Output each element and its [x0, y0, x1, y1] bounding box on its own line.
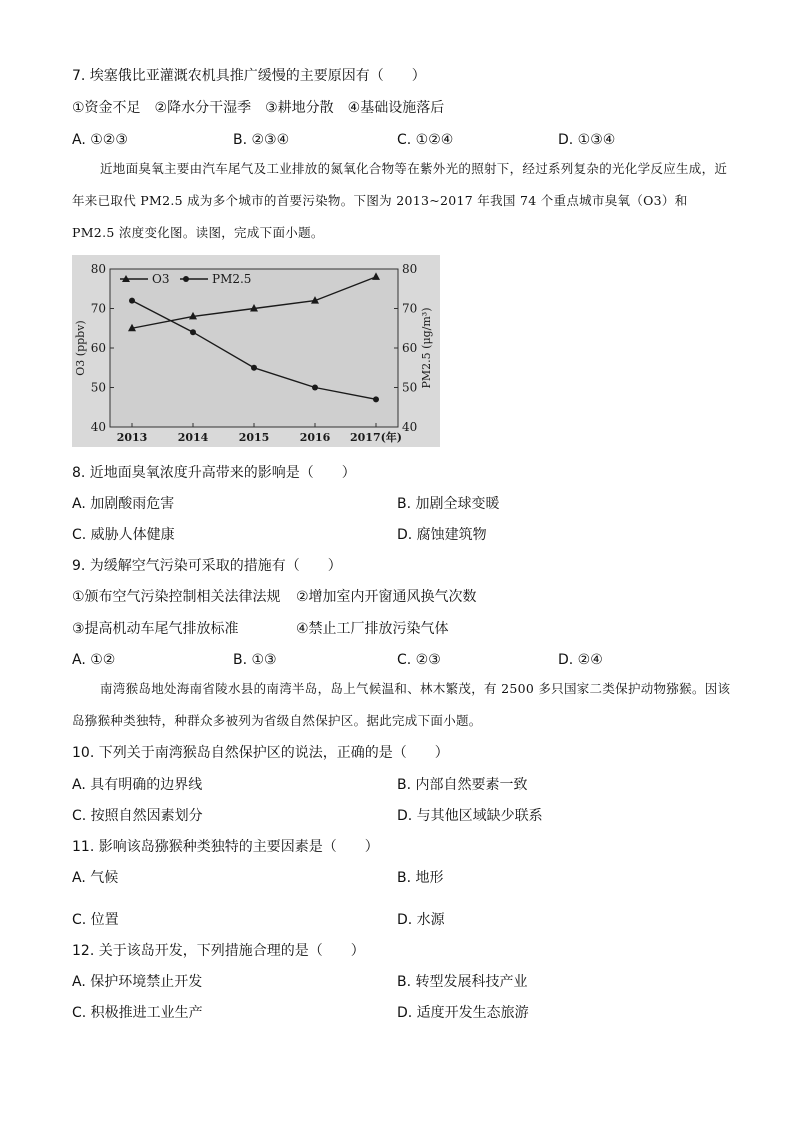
legend-pm25-marker — [183, 276, 189, 282]
question-10-option-b[interactable]: B. 内部自然要素一致 — [397, 777, 528, 793]
question-9-measure-2: ②增加室内开窗通风换气次数 — [296, 589, 477, 605]
question-9-option-c[interactable]: C. ②③ — [397, 652, 441, 668]
question-8-option-a[interactable]: A. 加剧酸雨危害 — [72, 496, 175, 512]
question-7-option-d[interactable]: D. ①③④ — [558, 132, 616, 148]
right-tick-label: 80 — [402, 262, 418, 276]
right-tick-label: 60 — [402, 341, 418, 355]
passage-monkey-island-text: 南湾猴岛地处海南省陵水县的南湾半岛，岛上气候温和、林木繁茂，有 2500 多只国家二类保护动物猕猴。因该岛猕猴种类独特，种群众多被列为省级自然保护区。据此完成下面小题。 — [72, 681, 731, 728]
left-tick-label: 60 — [90, 341, 106, 355]
x-tick-label: 2013 — [116, 431, 148, 444]
question-8-option-b[interactable]: B. 加剧全球变暖 — [397, 496, 500, 512]
legend-o3-label: O3 — [152, 272, 170, 286]
data-point-pm25 — [129, 298, 135, 304]
question-7-option-b[interactable]: B. ②③④ — [233, 132, 290, 148]
question-9-stem: 9. 为缓解空气污染可采取的措施有（ ） — [72, 558, 342, 574]
right-tick-label: 50 — [402, 380, 418, 395]
right-tick-label: 40 — [402, 420, 418, 434]
question-11-option-c[interactable]: C. 位置 — [72, 912, 119, 928]
question-8-option-d[interactable]: D. 腐蚀建筑物 — [397, 527, 487, 543]
question-7-option-c[interactable]: C. ①②④ — [397, 132, 454, 148]
left-tick-label: 50 — [90, 380, 106, 395]
left-tick-label: 80 — [90, 262, 106, 276]
right-tick-label: 70 — [402, 301, 418, 316]
x-tick-label: 2017(年) — [349, 431, 403, 444]
question-12-option-a[interactable]: A. 保护环境禁止开发 — [72, 974, 203, 990]
left-tick-label: 40 — [90, 420, 106, 434]
legend-pm25-label: PM2.5 — [212, 272, 252, 286]
data-point-pm25 — [373, 396, 379, 402]
left-tick-label: 70 — [90, 301, 106, 316]
question-11-option-d[interactable]: D. 水源 — [397, 912, 445, 928]
question-7-stem: 7. 埃塞俄比亚灌溉农机具推广缓慢的主要原因有（ ） — [72, 68, 426, 84]
question-11-option-b[interactable]: B. 地形 — [397, 870, 444, 886]
question-12-option-c[interactable]: C. 积极推进工业生产 — [72, 1005, 203, 1021]
plot-area — [110, 269, 398, 427]
question-9-option-b[interactable]: B. ①③ — [233, 652, 277, 668]
passage-ozone — [72, 153, 732, 249]
question-10-option-a[interactable]: A. 具有明确的边界线 — [72, 777, 203, 793]
question-12-stem: 12. 关于该岛开发，下列措施合理的是（ ） — [72, 943, 365, 959]
question-9-measure-4: ④禁止工厂排放污染气体 — [296, 621, 449, 637]
x-tick-label: 2016 — [299, 431, 331, 444]
question-9-measure-3: ③提高机动车尾气排放标准 — [72, 621, 239, 637]
left-axis-label: O3 (ppbv) — [74, 320, 87, 376]
question-10-stem: 10. 下列关于南湾猴岛自然保护区的说法，正确的是（ ） — [72, 745, 449, 761]
passage-ozone-text: 近地面臭氧主要由汽车尾气及工业排放的氮氧化合物等在紫外光的照射下，经过系列复杂的光化学反应生成，近年来已取代 PM2.5 成为多个城市的首要污染物。下图为 2013~2017 年我国 74 个重点城市臭氧（O3）和 PM2.5 浓度变化图。读图，完成下面小题。 — [72, 161, 728, 240]
question-12-option-d[interactable]: D. 适度开发生态旅游 — [397, 1005, 529, 1021]
x-tick-label: 2015 — [238, 431, 270, 444]
question-12-option-b[interactable]: B. 转型发展科技产业 — [397, 974, 528, 990]
question-10-option-d[interactable]: D. 与其他区域缺少联系 — [397, 808, 543, 824]
question-9-option-d[interactable]: D. ②④ — [558, 652, 603, 668]
question-11-stem: 11. 影响该岛猕猴种类独特的主要因素是（ ） — [72, 839, 379, 855]
data-point-pm25 — [312, 385, 318, 391]
question-11-option-a[interactable]: A. 气候 — [72, 870, 119, 886]
passage-monkey-island — [72, 673, 732, 737]
chart-svg — [72, 255, 440, 447]
question-9-option-a[interactable]: A. ①② — [72, 652, 116, 668]
question-10-option-c[interactable]: C. 按照自然因素划分 — [72, 808, 203, 824]
question-7-option-a[interactable]: A. ①②③ — [72, 132, 128, 148]
question-9-measure-1: ①颁布空气污染控制相关法律法规 — [72, 589, 281, 605]
x-tick-label: 2014 — [177, 431, 209, 444]
ozone-pm25-chart — [72, 255, 440, 447]
right-axis-label: PM2.5 (μg/m³) — [420, 307, 433, 389]
data-point-pm25 — [251, 365, 257, 371]
question-8-stem: 8. 近地面臭氧浓度升高带来的影响是（ ） — [72, 465, 356, 481]
question-8-option-c[interactable]: C. 威胁人体健康 — [72, 527, 175, 543]
data-point-pm25 — [190, 329, 196, 335]
question-7-factors: ①资金不足 ②降水分干湿季 ③耕地分散 ④基础设施落后 — [72, 100, 445, 116]
